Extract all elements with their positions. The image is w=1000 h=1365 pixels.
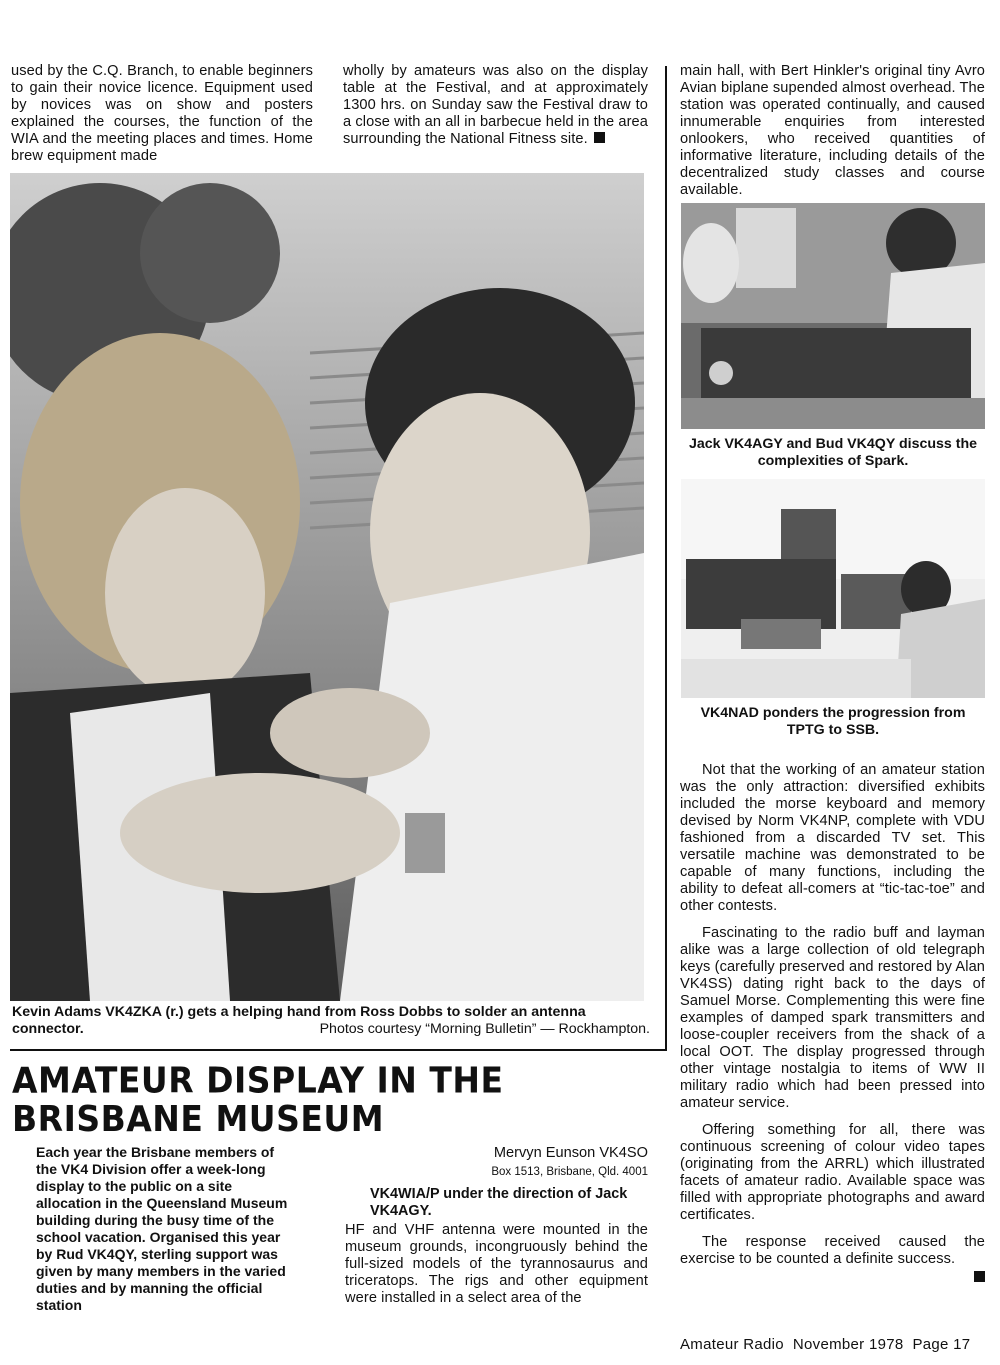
column-right-body (680, 762, 985, 1287)
article-para-2: Fascinating to the radio buff and layman alike was a large collection of old telegraph keys (carefully preserved and restored by Alan VK4SS) dating right back to the days of Samuel Morse. Complementing this were fine examples of damped spark transmitters and loose-coupler receivers from the shack of a local OOT. The display progressed through other vintage nostalgia to items of WW II military radio which had been pressed into amateur service. (680, 925, 985, 1111)
author-name: Mervyn Eunson VK4SO (493, 1145, 648, 1161)
photo-credit: Photos courtesy “Morning Bulletin” — Rockhampton. (319, 1021, 650, 1037)
spark-photo (681, 203, 985, 429)
main-photo (10, 173, 644, 1001)
spark-photo-caption: Jack VK4AGY and Bud VK4QY discuss the complexities of Spark. (688, 436, 978, 469)
main-photo-caption (12, 1004, 650, 1038)
column-right-top-text: main hall, with Bert Hinkler's original tiny Avro Avian biplane supended almost overhead. The station was operated continually, and caused innumerable enquiries from interested onlookers, who received quantities of informative literature, including details of the decentralized study classes and course available. (680, 63, 985, 198)
headline-line-2: BRISBANE MUSEUM (12, 1097, 385, 1140)
column-divider (665, 66, 667, 1051)
article-headline (12, 1058, 652, 1140)
main-photo-image (10, 173, 644, 1001)
article-intro: Each year the Brisbane members of the VK4 Division offer a week-long display to the public on a site allocation in the Queensland Museum building during the busy time of the school vacation. Organised this year by Rud VK4QY, sterling support was given by many members in the varied duties and by manning the official station (36, 1144, 288, 1313)
ssb-photo-caption: VK4NAD ponders the progression from TPTG to SSB. (700, 705, 966, 738)
ssb-photo (681, 479, 985, 698)
column-mid-body (345, 1222, 648, 1317)
article-para-4: The response received caused the exercise to be counted a definite success. (680, 1234, 985, 1267)
end-of-article-mark (974, 1271, 985, 1282)
page-footer: Amateur Radio November 1978 Page 17 (680, 1336, 971, 1353)
main-photo-caption-text: Kevin Adams VK4ZKA (r.) gets a helping hand from Ross Dobbs to solder an antenna connector. (12, 1004, 586, 1037)
section-divider (10, 1049, 667, 1051)
end-of-article-mark (594, 132, 605, 143)
article-para-1: Not that the working of an amateur station was the only attraction: diversified exhibits included the morse keyboard and memory devised by Norm VK4NP, complete with VDU fashioned from a discarded TV set. This versatile machine was demonstrated to be capable of many functions, including the ability to defeat all-comers at “tic-tac-toe” and other contests. (680, 762, 985, 914)
headline-line-1: AMATEUR DISPLAY IN THE (12, 1058, 504, 1101)
author-block (346, 1144, 648, 1180)
ssb-photo-image (681, 479, 985, 698)
column-mid-top-text: wholly by amateurs was also on the display table at the Festival, and at approximately 1300 hrs. on Sunday saw the Festival draw to a close with an all in barbecue held in the area surrounding the National Fitness site. (343, 63, 648, 147)
column-left-top-text: used by the C.Q. Branch, to enable beginners to gain their novice licence. Equipment used by novices was on show and posters explained the courses, the function of the WIA and the meeting places and times. Home brew equipment made (11, 63, 313, 164)
column-mid-top (343, 63, 648, 158)
article-body-mid: HF and VHF antenna were mounted in the museum grounds, incongruously behind the full-sized models of the tyrannosaurus and triceratops. The rigs and other equipment were installed in a select area of the (345, 1222, 648, 1306)
article-para-3: Offering something for all, there was continuous screening of colour video tapes (originating from the ARRL) which illustrated facets of amateur radio. Available space was filled with appropriate photographs and award certificates. (680, 1122, 985, 1223)
column-left-top (11, 63, 313, 175)
author-address: Box 1513, Brisbane, Qld. 4001 (491, 1166, 648, 1178)
article-subhead: VK4WIA/P under the direction of Jack VK4AGY. (370, 1186, 628, 1219)
spark-photo-image (681, 203, 985, 429)
column-right-top (680, 63, 985, 209)
